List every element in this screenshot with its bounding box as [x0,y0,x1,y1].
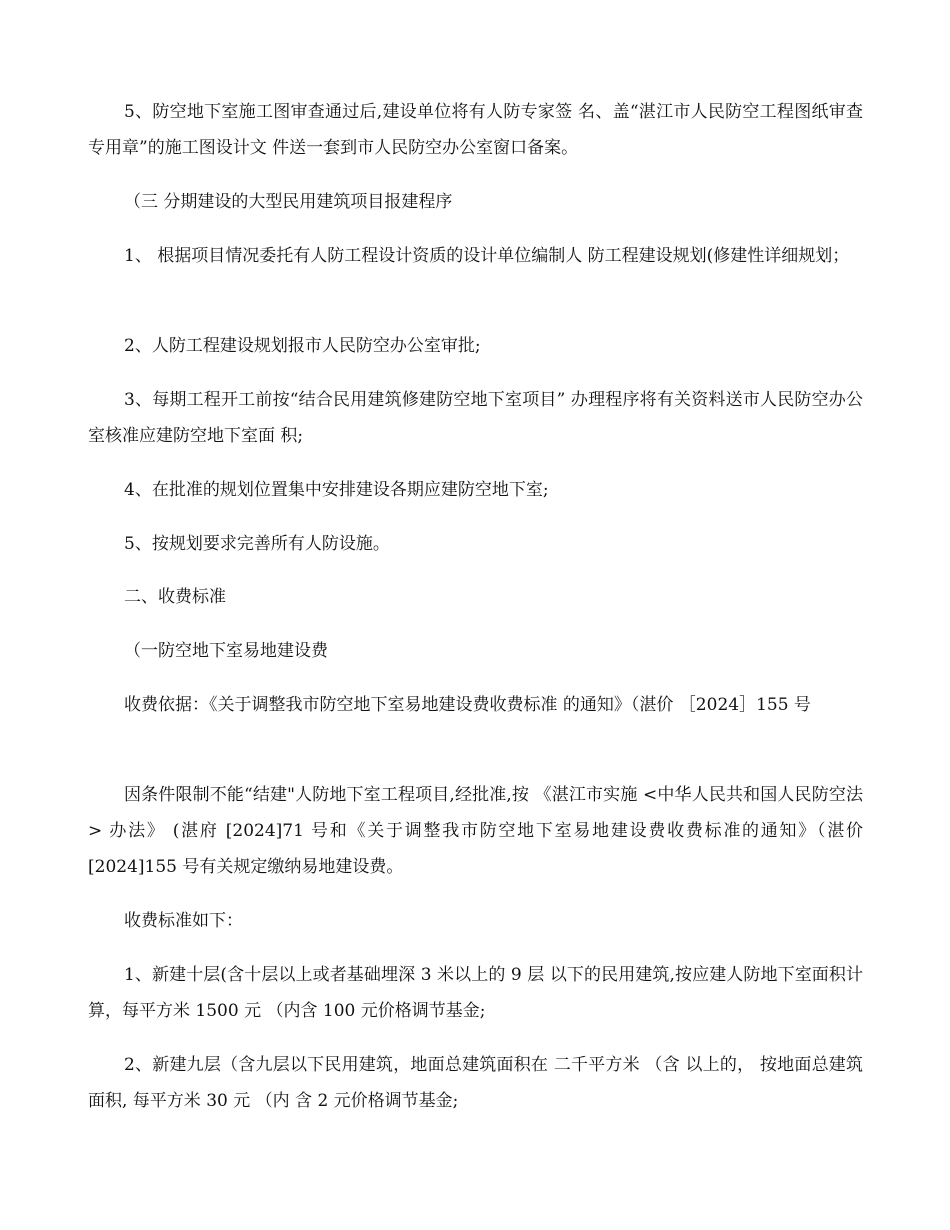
paragraph-item-4-construction: 4、在批准的规划位置集中安排建设各期应建防空地下室; [124,480,549,500]
paragraph-item-1-planning: 1、 根据项目情况委托有人防工程设计资质的设计单位编制人 防工程建设规划(修建性详细规划； [124,246,850,266]
paragraph-fee-item-2: 2、新建九层（含九层以下民用建筑，地面总建筑面积在 二千平方米 （含 以上的， 按地面总建筑面积, 每平方米 30 元 （内 含 2 元价格调节基金; [88,1055,863,1111]
subsection-heading-relocation-fee: （一防空地下室易地建设费 [124,641,328,661]
paragraph-fee-item-1: 1、新建十层(含十层以上或者基础埋深 3 米以上的 9 层 以下的民用建筑,按应建人防地下室面积计算，每平方米 1500 元 （内含 100 元价格调节基金; [88,965,863,1021]
paragraph-fee-basis: 收费依据：《关于调整我市防空地下室易地建设费收费标准 的通知》（湛价 ［2024］155 号 [124,695,811,715]
paragraph-item-5-drawing-filing: 5、防空地下室施工图审查通过后,建设单位将有人防专家签 名、盖“湛江市人民防空工程图纸审查专用章”的施工图设计文 件送一套到市人民防空办公室窗口备案。 [88,102,863,158]
paragraph-fee-conditions: 因条件限制不能“结建"人防地下室工程项目,经批准,按 《湛江市实施 <中华人民共和国人民防空法> 办法》 (湛府 [2024]71 号和《关于调整我市防空地下室易地建设费收费标准的通知》（湛价 [2024]155 号有关规定缴纳易地建设费。 [88,785,863,877]
section-heading-phased-construction: （三 分期建设的大型民用建筑项目报建程序 [124,192,453,212]
paragraph-item-2-approval: 2、人防工程建设规划报市人民防空办公室审批; [124,336,481,356]
paragraph-item-3-procedure: 3、每期工程开工前按“结合民用建筑修建防空地下室项目” 办理程序将有关资料送市人民防空办公室核准应建防空地下室面 积; [88,390,863,446]
paragraph-fee-standards-intro: 收费标准如下： [124,911,243,931]
paragraph-item-5-facilities: 5、按规划要求完善所有人防设施。 [124,534,390,554]
section-heading-fee-standards: 二、收费标准 [124,587,226,607]
